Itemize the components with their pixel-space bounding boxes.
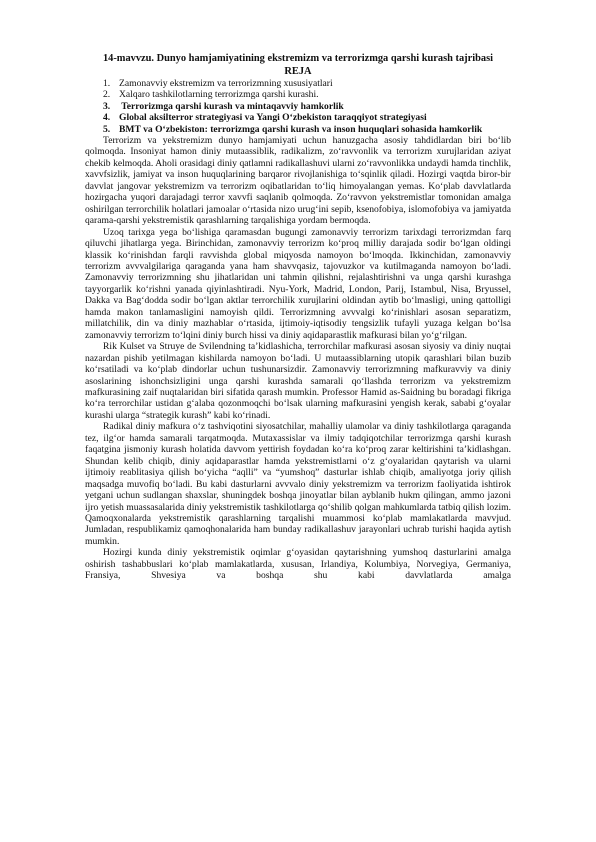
- body-paragraph: Uzoq tarixga yega bo‘lishiga qaramasdan bugungi zamonavviy terrorizm tarixdagi terrorizmdan farq qiluvchi jihatlarga yega. Birinchidan, zamonavviy terrorizm ko‘proq milliy darajada sodir bo‘lgan oldingi klassik ko‘rinishdan farqli ravvishda global miqyosda namoyon bo‘lmoqda. Ikkinchidan, zamonavviy terrorizm avvvalgilariga qaraganda yana ham shavvqasiz, tajovuzkor va kutilmaganda namoyon bo‘ladi. Zamonavviy terrorizmning shu jihatlaridan uni tahmin qilishni, rejalashtirishni va unga qarshi kurashga tayyorgarlik ko‘rishni yanada qiyinlashtiradi. Nyu-York, Madrid, London, Parij, Istambul, Nisa, Bryussel, Dakka va Bag‘dodda sodir bo‘lgan aktlar terrorchilik xurujlarini oldindan aytib bo‘lmasligi, uning qattolligi hamda makon tanlamasligini namoyish qildi. Terrorizmning avvvalgi ko‘rinishlari asosan separatizm, millatchilik, din va diniy mazhablar o‘rtasida, ijtimoiy-iqtisodiy tengsizlik tufayli yuzaga kelgan bo‘lsa zamonavviy terrorizm to‘lqini diniy burch hissi va diniy aqidaparastlik mafkurasi bilan yo‘g‘rilgan.: [85, 226, 511, 341]
- plan-item-number: 4.: [103, 112, 111, 124]
- plan-item: [85, 124, 511, 135]
- plan-item-text: Xalqaro tashkilotlarning terrorizmga qarshi kurashi.: [119, 89, 319, 101]
- body-paragraph: Rik Kulset va Struye de Svilendning ta’kidlashicha, terrorchilar mafkurasi asosan siyosiy va diniy nuqtai nazardan pishib yetilmagan kishilarda namoyon bo‘ladi. U mutaassiblarning utopik qarashlari bilan buzib ko‘rsatiladi va ko‘plab dindorlar uchun tushunarsizdir. Zamonavviy terrorizmning mafkuravviy va diniy asoslarining ishonchsizligini unga qarshi kurashda samarali qo‘llashda terrorizm va yekstremizm mafkurasining zaif nuqtalaridan biri sifatida qarash mumkin. Professor Hamid as-Saidning bu boradagi fikriga ko‘ra terrorchilar ustidan g‘alaba qozonmoqchi bo‘lsak ularning mafkurasini yengish kerak, sababi g‘oyalar kurashi ularga “strategik kurash” kabi ko‘rinadi.: [85, 341, 511, 421]
- plan-list: [85, 78, 511, 135]
- plan-item-number: 3.: [103, 100, 111, 112]
- document-title: 14-mavvzu. Dunyo hamjamiyatining ekstremizm va terrorizmga qarshi kurash tajribasi: [102, 53, 494, 64]
- plan-item: [85, 112, 511, 123]
- plan-item: [85, 101, 511, 112]
- plan-item-number: 2.: [103, 89, 111, 101]
- plan-item: [85, 78, 511, 89]
- plan-heading: REJA: [284, 66, 312, 77]
- body-paragraph: Hozirgi kunda diniy yekstremistik oqimlar g‘oyasidan qaytarishning yumshoq dasturlarini amalga oshirish tashabbuslari ko‘plab mamlakatlarda, xususan, Irlandiya, Kolumbiya, Norvegiya, Germaniya, Fransiya, Shvesiya va boshqa shu kabi davvlatlarda amalga: [85, 547, 511, 582]
- body-paragraph: Radikal diniy mafkura o‘z tashviqotini siyosatchilar, mahalliy ulamolar va diniy tashkilotlarga qaraganda tez, ilg‘or hamda samarali tarqatmoqda. Mutaxassislar va ilmiy tadqiqotchilar terrorizmga qarshi kurash faqatgina jismoniy kurash holatida davvom yettirish foydadan ko‘ra ko‘proq zarar keltirishini ta’kidlashgan. Shundan kelib chiqib, diniy aqidaparastlar hamda yekstremistlarni o‘z g‘oyalaridan qaytarish va ularni ijtimoiy reablitasiya qilish bo‘yicha “aqlli” va “yumshoq” dasturlar ishlab chiqib, amaliyotga joriy qilish maqsadga muvofiq bo‘ladi. Bu kabi dasturlarni avvvalo diniy yekstremizm va terrorizm faoliyatida ishtirok yetgani uchun sudlangan shaxslar, shuningdek boshqa jinoyatlar bilan ayblanib hukm qilingan, ammo jazoni ijro yetish muassasalarida diniy yekstremistik tashkilotlarga qo‘shilib qolgan mahkumlarda tatbiq qilish lozim. Qamoqxonalarda yekstremistik qarashlarning tarqalishi muammosi ko‘plab mamlakatlarda mavvjud. Jumladan, respublikamiz qamoqhonalarida ham bunday radikallashuv jarayonlari uchrab turishi haqida aytish mumkin.: [85, 421, 511, 547]
- plan-item-text: BMT va O‘zbekiston: terrorizmga qarshi kurash va inson huquqlari sohasida hamkorlik: [119, 123, 483, 135]
- plan-item-text: Terrorizmga qarshi kurash va mintaqavviy hamkorlik: [119, 100, 344, 112]
- plan-item: [85, 89, 511, 100]
- plan-item-text: Global aksilterror strategiyasi va Yangi O‘zbekiston taraqqiyot strategiyasi: [119, 112, 427, 124]
- plan-item-text: Zamonavviy ekstremizm va terrorizmning xususiyatlari: [119, 78, 333, 89]
- body-paragraph: Terrorizm va yekstremizm dunyo hamjamiyati uchun hanuzgacha asosiy tahdidlardan biri bo‘lib qolmoqda. Insoniyat hamon diniy mutaassiblik, radikalizm, zo‘ravvonlik va terrorizm xurujlaridan aziyat chekib kelmoqda. Aholi orasidagi diniy qatlamni radikallashuvi ularni zo‘ravvonlikka undaydi hamda tinchlik, xavvfsizlik, jamiyat va inson huquqlarining barqaror rivojlanishiga to‘sqinlik qiladi. Hozirgi vaqtda biror-bir davvlat jangovar yekstremizm va terrorizm oqibatlaridan to‘liq himoyalangan yemas. Ko‘plab davvlatlarda hozirgacha yuqori darajadagi terror xavvfi saqlanib qolmoqda. Zo‘ravvon yekstremistlar tomonidan amalga oshirilgan terrorchilik holatlari jamoalar o‘rtasida nizo urug‘ini sepib, ksenofobiya, islomofobiya va jamiyatda qarama-qarshi yekstremistik qarashlarning tarqalishiga yordam bermoqda.: [85, 135, 511, 227]
- plan-item-number: 1.: [103, 78, 111, 89]
- plan-item-number: 5.: [103, 123, 111, 135]
- document-page: [85, 52, 511, 582]
